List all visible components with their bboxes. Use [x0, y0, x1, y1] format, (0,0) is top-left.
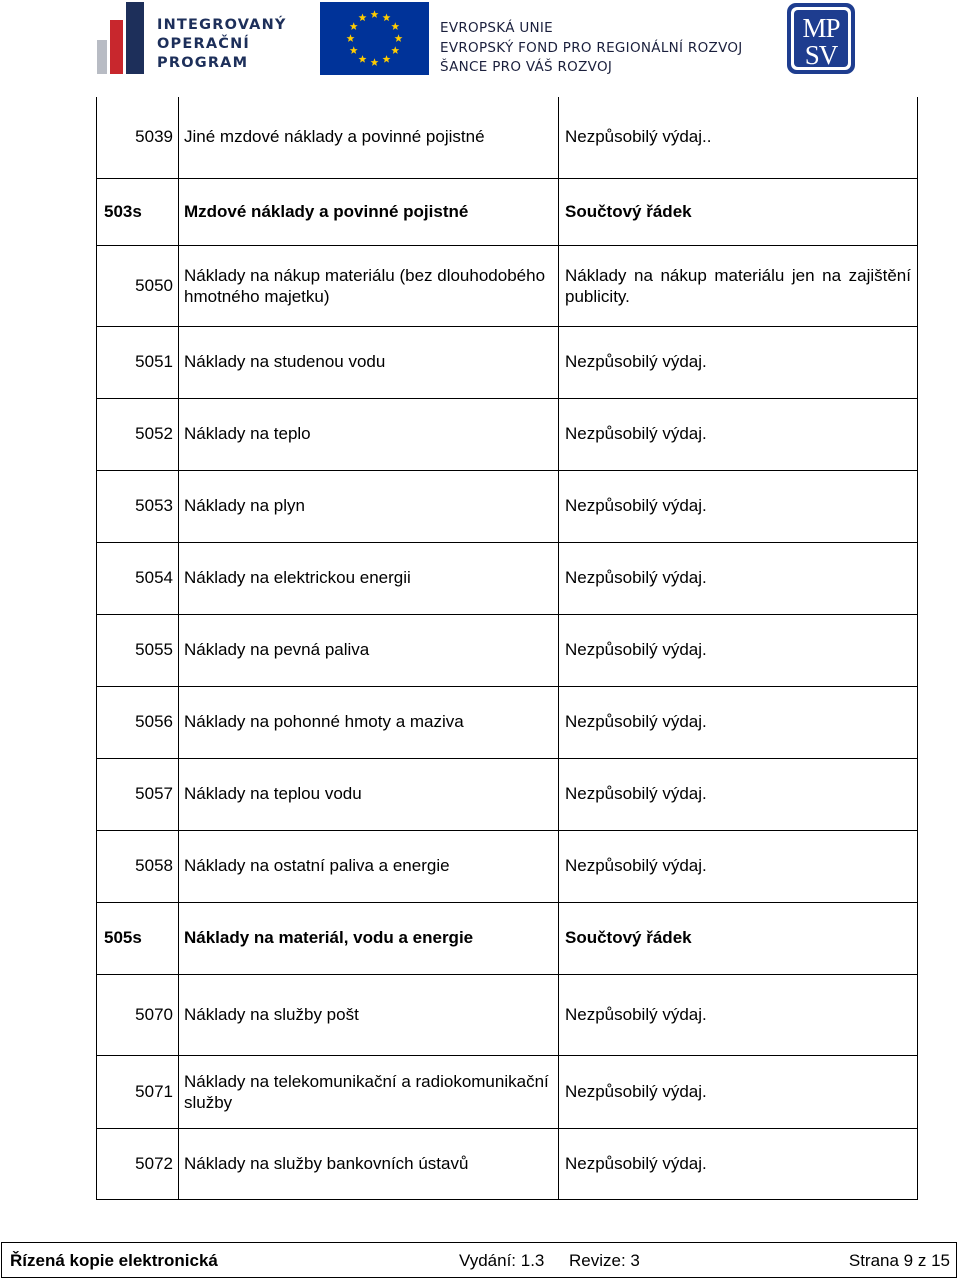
- row-note: Nezpůsobilý výdaj.: [559, 542, 918, 614]
- row-code: 5039: [97, 97, 179, 178]
- row-name: Náklady na elektrickou energii: [179, 542, 559, 614]
- table-row: [97, 614, 918, 686]
- row-name: Náklady na plyn: [179, 470, 559, 542]
- table-row-sum: [97, 902, 918, 974]
- row-code: 5056: [97, 686, 179, 758]
- table-row: [97, 542, 918, 614]
- table-row: [97, 398, 918, 470]
- iop-logo-icon: [97, 2, 145, 76]
- row-code: 5072: [97, 1128, 179, 1199]
- row-code: 5053: [97, 470, 179, 542]
- iop-logo: [97, 2, 287, 77]
- row-name: Náklady na pohonné hmoty a maziva: [179, 686, 559, 758]
- page-footer: [1, 1242, 957, 1278]
- row-code: 5057: [97, 758, 179, 830]
- table-row: [97, 470, 918, 542]
- row-code: 505s: [97, 902, 179, 974]
- row-note: Nezpůsobilý výdaj.: [559, 758, 918, 830]
- row-note: Nezpůsobilý výdaj.: [559, 1128, 918, 1199]
- row-code: 5070: [97, 974, 179, 1055]
- row-note: Náklady na nákup materiálu jen na zajištění publicity.: [559, 245, 918, 326]
- cost-items-table: [96, 97, 918, 1200]
- table-row-sum: [97, 178, 918, 245]
- table-row: [97, 245, 918, 326]
- row-name: Náklady na teplo: [179, 398, 559, 470]
- row-name-text: Náklady na telekomunikační a radiokomunikační služby: [184, 1071, 549, 1112]
- row-code: 5050: [97, 245, 179, 326]
- iop-logo-line-3: PROGRAM: [157, 55, 249, 71]
- row-code: 5058: [97, 830, 179, 902]
- row-code: 5054: [97, 542, 179, 614]
- row-note: Součtový řádek: [559, 902, 918, 974]
- row-code: 503s: [97, 178, 179, 245]
- row-note: Nezpůsobilý výdaj..: [559, 97, 918, 178]
- row-name: Jiné mzdové náklady a povinné pojistné: [179, 97, 559, 178]
- row-code: 5051: [97, 326, 179, 398]
- row-note: Nezpůsobilý výdaj.: [559, 326, 918, 398]
- table-row: [97, 686, 918, 758]
- row-note: Součtový řádek: [559, 178, 918, 245]
- row-name: Náklady na teplou vodu: [179, 758, 559, 830]
- issue-number: Vydání: 1.3: [459, 1251, 545, 1270]
- row-name: Náklady na materiál, vodu a energie: [179, 902, 559, 974]
- row-code: 5052: [97, 398, 179, 470]
- row-note: Nezpůsobilý výdaj.: [559, 614, 918, 686]
- row-name: [179, 1055, 559, 1128]
- iop-logo-line-2: OPERAČNÍ: [157, 36, 251, 52]
- table-row: [97, 1128, 918, 1199]
- row-name: Náklady na pevná paliva: [179, 614, 559, 686]
- row-name: Náklady na ostatní paliva a energie: [179, 830, 559, 902]
- iop-logo-line-1: INTEGROVANÝ: [157, 17, 287, 33]
- row-note: Nezpůsobilý výdaj.: [559, 686, 918, 758]
- row-name: Náklady na služby bankovních ústavů: [179, 1128, 559, 1199]
- eu-fund-text: [440, 19, 743, 78]
- revision-number: Revize: 3: [569, 1251, 640, 1270]
- row-note: Nezpůsobilý výdaj.: [559, 974, 918, 1055]
- table-row: [97, 326, 918, 398]
- row-name: Mzdové náklady a povinné pojistné: [179, 178, 559, 245]
- row-note: Nezpůsobilý výdaj.: [559, 470, 918, 542]
- row-name-text: Náklady na nákup materiálu (bez dlouhodobého hmotného majetku): [184, 265, 546, 306]
- eu-text-line-3: ŠANCE PRO VÁŠ ROZVOJ: [440, 59, 613, 75]
- eu-text-line-1: EVROPSKÁ UNIE: [440, 20, 554, 36]
- page-header: [0, 0, 960, 90]
- row-name: Náklady na studenou vodu: [179, 326, 559, 398]
- row-note: Nezpůsobilý výdaj.: [559, 1055, 918, 1128]
- svg-text:SV: SV: [804, 40, 838, 70]
- row-code: 5071: [97, 1055, 179, 1128]
- table-row: [97, 758, 918, 830]
- document-control-label: Řízená kopie elektronická: [10, 1251, 218, 1270]
- page-number: Strana 9 z 15: [848, 1251, 950, 1270]
- mpsv-logo-icon: [786, 2, 856, 75]
- row-note: Nezpůsobilý výdaj.: [559, 830, 918, 902]
- eu-text-line-2: EVROPSKÝ FOND PRO REGIONÁLNÍ ROZVOJ: [440, 39, 743, 56]
- row-name: Náklady na služby pošt: [179, 974, 559, 1055]
- table-row: [97, 830, 918, 902]
- row-code: 5055: [97, 614, 179, 686]
- table-row: [97, 974, 918, 1055]
- row-name: [179, 245, 559, 326]
- svg-text:MP: MP: [802, 13, 840, 43]
- table-row: [97, 97, 918, 178]
- row-note: Nezpůsobilý výdaj.: [559, 398, 918, 470]
- table-row: [97, 1055, 918, 1128]
- eu-flag-icon: [320, 2, 429, 75]
